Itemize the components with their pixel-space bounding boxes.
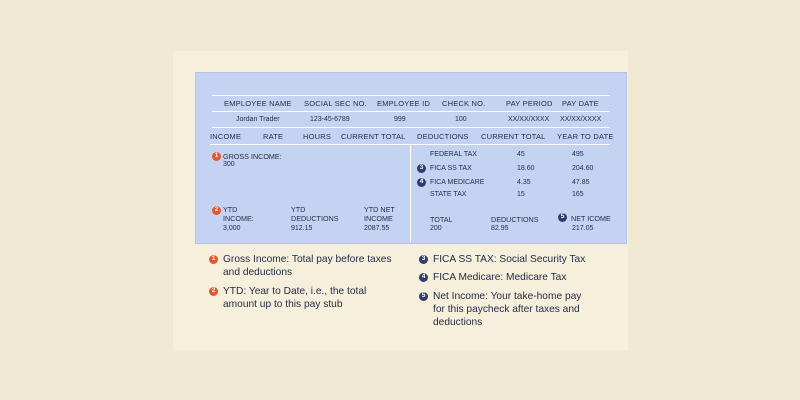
legend-marker-5-icon: 5	[419, 292, 428, 301]
federal-tax-current: 45	[517, 151, 525, 158]
ytd-deductions-label: YTD DEDUCTIONS	[291, 205, 339, 223]
deductions-total-label: DEDUCTIONS	[491, 215, 539, 224]
net-income-label: NET ICOME	[571, 214, 611, 223]
current-total-column-header: CURRENT TOTAL	[341, 132, 406, 141]
legend-item-fica-medicare: FICA Medicare: Medicare Tax	[433, 272, 567, 283]
legend-item-net-income: Net Income: Your take-home pay for this paycheck after taxes and deductions	[433, 291, 582, 328]
gross-income-label: GROSS INCOME:	[223, 152, 282, 161]
legend-marker-3-icon: 3	[419, 255, 428, 264]
divider	[212, 111, 610, 112]
fica-medicare-current: 4.35	[517, 179, 531, 186]
marker-4-icon: 4	[417, 178, 426, 187]
pay-period-value: XX/XX/XXXX	[508, 116, 550, 123]
gross-income-value: 300	[223, 161, 235, 168]
legend-item-ytd: YTD: Year to Date, i.e., the total amount up to this pay stub	[223, 286, 367, 310]
state-tax-label: STATE TAX	[430, 191, 467, 198]
marker-2-icon: 2	[212, 206, 221, 215]
header-label-employee-id: EMPLOYEE ID	[377, 99, 431, 108]
fica-medicare-label: FICA MEDICARE	[430, 179, 485, 186]
state-tax-current: 15	[517, 191, 525, 198]
ytd-income-label: YTD INCOME:	[223, 205, 254, 223]
column-divider	[410, 144, 411, 242]
ssn-value: 123-45-6789	[310, 116, 350, 123]
federal-tax-ytd: 495	[572, 151, 584, 158]
rate-column-header: RATE	[263, 132, 284, 141]
marker-5-icon: 5	[558, 213, 567, 222]
header-label-pay-date: PAY DATE	[562, 99, 599, 108]
legend-item-gross-income: Gross Income: Total pay before taxes and deductions	[223, 254, 392, 278]
check-no-value: 100	[455, 116, 467, 123]
employee-name-value: Jordan Trader	[236, 116, 280, 123]
year-to-date-header: YEAR TO DATE	[557, 132, 614, 141]
fica-ss-tax-current: 18.60	[517, 165, 535, 172]
deductions-total-value: 82.95	[491, 225, 509, 232]
total-value: 200	[430, 225, 442, 232]
ytd-net-income-value: 2087.55	[364, 225, 390, 232]
deductions-current-total-header: CURRENT TOTAL	[481, 132, 546, 141]
deductions-column-header: DEDUCTIONS	[417, 132, 469, 141]
divider	[212, 127, 610, 128]
ytd-income-value: 3,000	[223, 225, 241, 232]
federal-tax-label: FEDERAL TAX	[430, 151, 477, 158]
pay-date-value: XX/XX/XXXX	[560, 116, 602, 123]
marker-1-icon: 1	[212, 152, 221, 161]
header-label-pay-period: PAY PERIOD	[506, 99, 553, 108]
state-tax-ytd: 165	[572, 191, 584, 198]
header-label-ssn: SOCIAL SEC NO.	[304, 99, 367, 108]
ytd-deductions-value: 912.15	[291, 225, 313, 232]
hours-column-header: HOURS	[303, 132, 332, 141]
fica-ss-tax-label: FICA SS TAX	[430, 165, 472, 172]
marker-3-icon: 3	[417, 164, 426, 173]
fica-medicare-ytd: 47.85	[572, 179, 590, 186]
divider	[212, 95, 610, 96]
legend-marker-1-icon: 1	[209, 255, 218, 264]
header-label-employee-name: EMPLOYEE NAME	[224, 99, 292, 108]
header-label-check-no: CHECK NO.	[442, 99, 486, 108]
fica-ss-tax-ytd: 204.60	[572, 165, 594, 172]
income-column-header: INCOME	[210, 132, 242, 141]
ytd-net-income-label: YTD NET INCOME	[364, 205, 395, 223]
employee-id-value: 999	[394, 116, 406, 123]
total-label: TOTAL	[430, 215, 453, 224]
legend-marker-4-icon: 4	[419, 273, 428, 282]
legend-marker-2-icon: 2	[209, 287, 218, 296]
pay-stub	[195, 72, 627, 244]
legend-item-fica-ss: FICA SS TAX: Social Security Tax	[433, 254, 586, 265]
net-income-value: 217.05	[572, 225, 594, 232]
